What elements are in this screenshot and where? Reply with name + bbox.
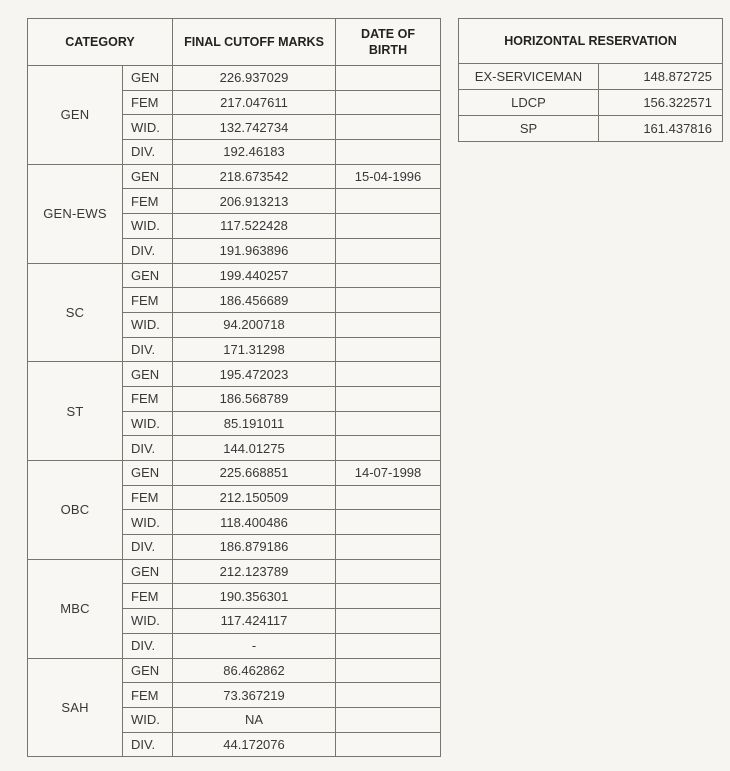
subcategory-cell: GEN	[123, 461, 173, 486]
category-cell: SC	[28, 263, 123, 362]
category-cell: MBC	[28, 559, 123, 658]
cutoff-table-row	[28, 263, 441, 288]
column-header-category: CATEGORY	[28, 19, 173, 66]
subcategory-cell: WID.	[123, 510, 173, 535]
marks-cell: 85.191011	[173, 411, 336, 436]
marks-cell: 192.46183	[173, 140, 336, 165]
subcategory-cell: FEM	[123, 288, 173, 313]
column-header-date-of-birth: DATE OF BIRTH	[336, 19, 441, 66]
subcategory-cell: WID.	[123, 411, 173, 436]
reservation-table-row	[459, 90, 723, 116]
cutoff-table-body	[28, 66, 441, 757]
subcategory-cell: DIV.	[123, 732, 173, 757]
date-of-birth-cell	[336, 436, 441, 461]
column-header-final-cutoff-marks: FINAL CUTOFF MARKS	[173, 19, 336, 66]
subcategory-cell: GEN	[123, 658, 173, 683]
marks-cell: NA	[173, 707, 336, 732]
marks-cell: 186.879186	[173, 535, 336, 560]
subcategory-cell: DIV.	[123, 633, 173, 658]
subcategory-cell: FEM	[123, 189, 173, 214]
marks-cell: 195.472023	[173, 362, 336, 387]
subcategory-cell: DIV.	[123, 140, 173, 165]
marks-cell: -	[173, 633, 336, 658]
marks-cell: 94.200718	[173, 312, 336, 337]
category-cell: ST	[28, 362, 123, 461]
marks-cell: 171.31298	[173, 337, 336, 362]
date-of-birth-cell	[336, 535, 441, 560]
date-of-birth-cell	[336, 683, 441, 708]
horizontal-reservation-table	[458, 18, 723, 142]
reservation-table-title: HORIZONTAL RESERVATION	[459, 19, 723, 64]
cutoff-table-row	[28, 362, 441, 387]
subcategory-cell: FEM	[123, 584, 173, 609]
marks-cell: 217.047611	[173, 90, 336, 115]
subcategory-cell: FEM	[123, 485, 173, 510]
date-of-birth-cell	[336, 559, 441, 584]
subcategory-cell: DIV.	[123, 238, 173, 263]
date-of-birth-cell	[336, 707, 441, 732]
marks-cell: 218.673542	[173, 164, 336, 189]
marks-cell: 118.400486	[173, 510, 336, 535]
subcategory-cell: GEN	[123, 362, 173, 387]
reservation-value-cell: 156.322571	[599, 90, 723, 116]
marks-cell: 186.568789	[173, 386, 336, 411]
marks-cell: 190.356301	[173, 584, 336, 609]
date-of-birth-cell	[336, 214, 441, 239]
reservation-label-cell: EX-SERVICEMAN	[459, 64, 599, 90]
marks-cell: 191.963896	[173, 238, 336, 263]
date-of-birth-cell	[336, 288, 441, 313]
date-of-birth-cell	[336, 66, 441, 91]
subcategory-cell: GEN	[123, 263, 173, 288]
subcategory-cell: FEM	[123, 683, 173, 708]
date-of-birth-cell	[336, 510, 441, 535]
subcategory-cell: WID.	[123, 214, 173, 239]
reservation-table-header-row	[459, 19, 723, 64]
date-of-birth-cell	[336, 115, 441, 140]
date-of-birth-cell	[336, 140, 441, 165]
marks-cell: 225.668851	[173, 461, 336, 486]
subcategory-cell: DIV.	[123, 535, 173, 560]
cutoff-table-row	[28, 559, 441, 584]
marks-cell: 199.440257	[173, 263, 336, 288]
subcategory-cell: DIV.	[123, 337, 173, 362]
cutoff-table-row	[28, 658, 441, 683]
reservation-value-cell: 161.437816	[599, 116, 723, 142]
category-cell: OBC	[28, 461, 123, 560]
reservation-label-cell: SP	[459, 116, 599, 142]
marks-cell: 117.522428	[173, 214, 336, 239]
marks-cell: 86.462862	[173, 658, 336, 683]
marks-cell: 212.150509	[173, 485, 336, 510]
cutoff-marks-table	[27, 18, 441, 757]
date-of-birth-cell	[336, 658, 441, 683]
date-of-birth-cell	[336, 189, 441, 214]
category-cell: GEN-EWS	[28, 164, 123, 263]
marks-cell: 226.937029	[173, 66, 336, 91]
reservation-table-row	[459, 64, 723, 90]
subcategory-cell: DIV.	[123, 436, 173, 461]
cutoff-table-row	[28, 461, 441, 486]
reservation-table-row	[459, 116, 723, 142]
marks-cell: 144.01275	[173, 436, 336, 461]
date-of-birth-cell	[336, 732, 441, 757]
marks-cell: 206.913213	[173, 189, 336, 214]
date-of-birth-cell	[336, 90, 441, 115]
subcategory-cell: WID.	[123, 115, 173, 140]
marks-cell: 212.123789	[173, 559, 336, 584]
date-of-birth-cell	[336, 386, 441, 411]
reservation-value-cell: 148.872725	[599, 64, 723, 90]
cutoff-table-row	[28, 164, 441, 189]
reservation-table-body	[459, 64, 723, 142]
date-of-birth-cell	[336, 584, 441, 609]
subcategory-cell: WID.	[123, 312, 173, 337]
reservation-label-cell: LDCP	[459, 90, 599, 116]
date-of-birth-cell: 14-07-1998	[336, 461, 441, 486]
date-of-birth-cell	[336, 312, 441, 337]
date-of-birth-cell	[336, 485, 441, 510]
date-of-birth-cell	[336, 263, 441, 288]
marks-cell: 186.456689	[173, 288, 336, 313]
date-of-birth-cell	[336, 633, 441, 658]
subcategory-cell: GEN	[123, 559, 173, 584]
date-of-birth-cell	[336, 362, 441, 387]
subcategory-cell: GEN	[123, 66, 173, 91]
date-of-birth-cell	[336, 238, 441, 263]
subcategory-cell: GEN	[123, 164, 173, 189]
subcategory-cell: WID.	[123, 707, 173, 732]
marks-cell: 73.367219	[173, 683, 336, 708]
subcategory-cell: FEM	[123, 386, 173, 411]
category-cell: GEN	[28, 66, 123, 165]
subcategory-cell: FEM	[123, 90, 173, 115]
date-of-birth-cell	[336, 609, 441, 634]
date-of-birth-cell	[336, 411, 441, 436]
subcategory-cell: WID.	[123, 609, 173, 634]
cutoff-table-row	[28, 66, 441, 91]
date-of-birth-cell: 15-04-1996	[336, 164, 441, 189]
category-cell: SAH	[28, 658, 123, 757]
marks-cell: 44.172076	[173, 732, 336, 757]
date-of-birth-cell	[336, 337, 441, 362]
cutoff-table-header-row	[28, 19, 441, 66]
marks-cell: 117.424117	[173, 609, 336, 634]
marks-cell: 132.742734	[173, 115, 336, 140]
